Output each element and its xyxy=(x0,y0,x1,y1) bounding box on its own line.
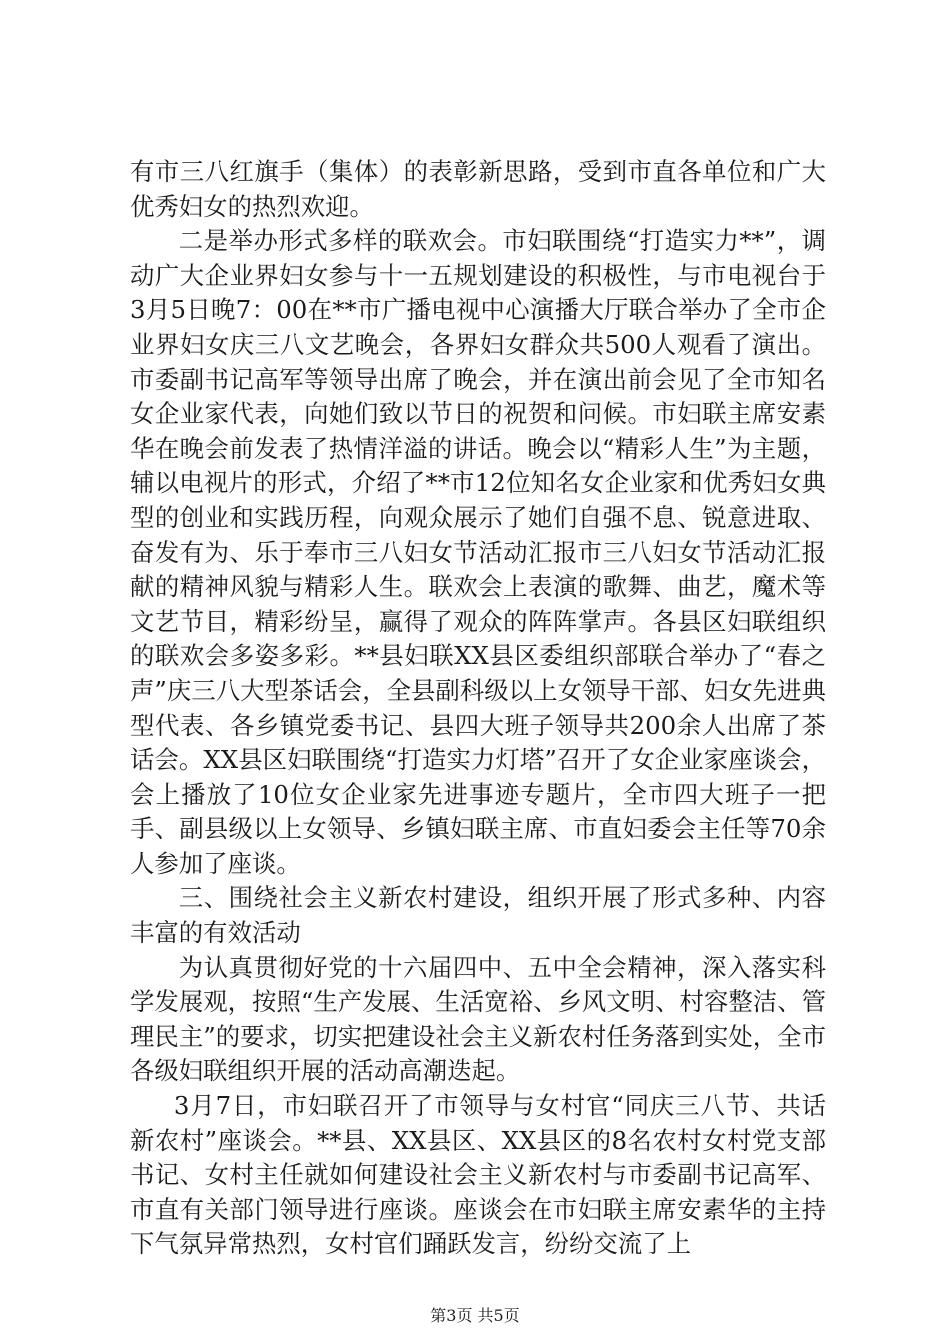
paragraph-symposium: 3月7日，市妇联召开了市领导与女村官“同庆三八节、共话新农村”座谈会。**县、XX县区、XX县区的8名农村女村党支部书记、女村主任就如何建设社会主义新农村与市委副书记高军、市直有关部门领导进行座谈。座谈会在市妇联主席安素华的主持下气氛异常热烈，女村官们踊跃发言，纷纷交流了上 xyxy=(130,1091,826,1259)
paragraph-party-events: 二是举办形式多样的联欢会。市妇联围绕“打造实力**”，调动广大企业界妇女参与十一五规划建设的积极性，与市电视台于3月5日晚7：00在**市广播电视中心演播大厅联合举办了全市企业界妇女庆三八文艺晚会，各界妇女群众共500人观看了演出。市委副书记高军等领导出席了晚会，并在演出前会见了全市知名女企业家代表，向她们致以节日的祝贺和问候。市妇联主席安素华在晚会前发表了热情洋溢的讲话。晚会以“精彩人生”为主题，辅以电视片的形式，介绍了**市12位知名女企业家和优秀妇女典型的创业和实践历程，向观众展示了她们自强不息、锐意进取、奋发有为、乐于奉市三八妇女节活动汇报市三八妇女节活动汇报献的精神风貌与精彩人生。联欢会上表演的歌舞、曲艺，魔术等文艺节目，精彩纷呈，赢得了观众的阵阵掌声。各县区妇联组织的联欢会多姿多彩。**县妇联XX县区委组织部联合举办了“春之声”庆三八大型茶话会，全县副科级以上女领导干部、妇女先进典型代表、各乡镇党委书记、县四大班子领导共200余人出席了茶话会。XX县区妇联围绕“打造实力灯塔”召开了女企业家座谈会，会上播放了10位女企业家先进事迹专题片，全市四大班子一把手、副县级以上女领导、乡镇妇联主席、市直妇委会主任等70余人参加了座谈。 xyxy=(130,226,826,878)
paragraph-continuation: 有市三八红旗手（集体）的表彰新思路，受到市直各单位和广大优秀妇女的热烈欢迎。 xyxy=(130,157,826,221)
page-footer: 第3页 共5页 xyxy=(430,1306,520,1325)
section-heading-new-countryside: 三、围绕社会主义新农村建设，组织开展了形式多种、内容丰富的有效活动 xyxy=(130,883,826,948)
paragraph-implementation: 为认真贯彻好党的十六届四中、五中全会精神，深入落实科学发展观，按照“生产发展、生活宽裕、乡风文明、村容整洁、管理民主”的要求，切实把建设社会主义新农村任务落到实处，全市各级妇联组织开展的活动高潮迭起。 xyxy=(130,952,826,1086)
document-body xyxy=(130,155,826,1262)
